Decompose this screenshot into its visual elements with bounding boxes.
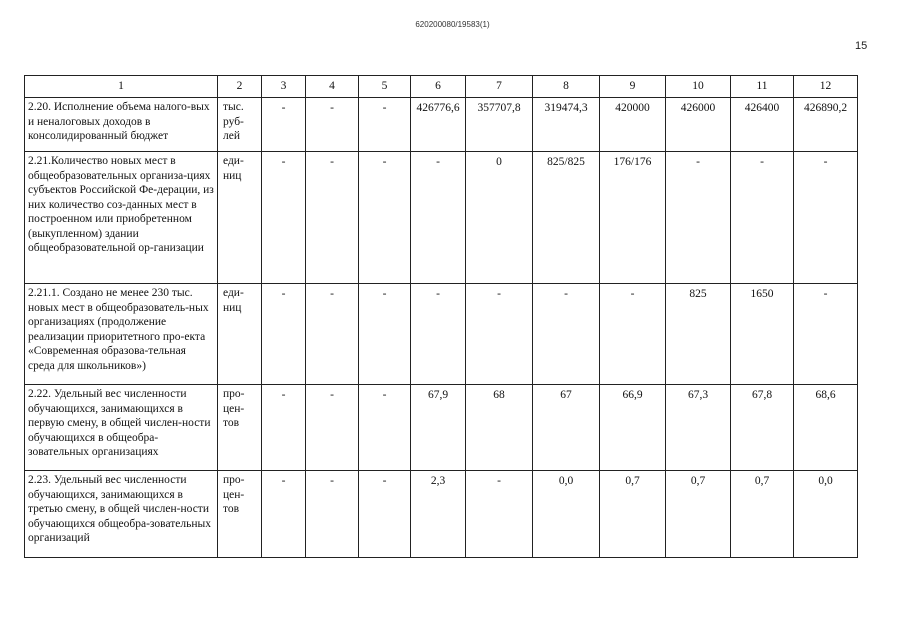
value-cell: 0 xyxy=(466,152,533,284)
value-cell: - xyxy=(306,152,359,284)
column-header: 3 xyxy=(262,76,306,98)
document-id: 620200080/19583(1) xyxy=(415,20,490,29)
column-header: 10 xyxy=(666,76,731,98)
column-header: 12 xyxy=(794,76,858,98)
value-cell: 357707,8 xyxy=(466,98,533,152)
value-cell: - xyxy=(666,152,731,284)
value-cell: - xyxy=(359,284,411,385)
value-cell: 825 xyxy=(666,284,731,385)
unit-cell: про-цен-тов xyxy=(218,385,262,471)
value-cell: 0,7 xyxy=(600,471,666,558)
value-cell: 319474,3 xyxy=(533,98,600,152)
value-cell: 426890,2 xyxy=(794,98,858,152)
value-cell: 67 xyxy=(533,385,600,471)
value-cell: - xyxy=(411,152,466,284)
value-cell: - xyxy=(262,385,306,471)
value-cell: - xyxy=(466,471,533,558)
value-cell: 0,0 xyxy=(794,471,858,558)
indicator-cell: 2.23. Удельный вес численности обучающихся, занимающихся в третью смену, в общей числен-ности обучающихся общеобра-зовательных организаций xyxy=(25,471,218,558)
value-cell: 0,0 xyxy=(533,471,600,558)
value-cell: - xyxy=(794,152,858,284)
value-cell: - xyxy=(359,471,411,558)
value-cell: 1650 xyxy=(731,284,794,385)
indicator-cell: 2.20. Исполнение объема налого-вых и неналоговых доходов в консолидированный бюджет xyxy=(25,98,218,152)
value-cell: 68,6 xyxy=(794,385,858,471)
indicator-cell: 2.21.1. Создано не менее 230 тыс. новых мест в общеобразователь-ных организациях (продолжение реализации приоритетного про-екта «Современная образова-тельная среда для школьников») xyxy=(25,284,218,385)
value-cell: 68 xyxy=(466,385,533,471)
value-cell: - xyxy=(262,284,306,385)
value-cell: - xyxy=(262,471,306,558)
table-row xyxy=(25,471,858,558)
table-row xyxy=(25,385,858,471)
column-header: 11 xyxy=(731,76,794,98)
value-cell: - xyxy=(262,152,306,284)
value-cell: 176/176 xyxy=(600,152,666,284)
unit-cell: еди-ниц xyxy=(218,152,262,284)
column-header: 1 xyxy=(25,76,218,98)
value-cell: - xyxy=(306,98,359,152)
value-cell: - xyxy=(411,284,466,385)
unit-cell: еди-ниц xyxy=(218,284,262,385)
value-cell: - xyxy=(359,385,411,471)
indicators-table xyxy=(24,75,858,558)
value-cell: - xyxy=(306,284,359,385)
column-header: 4 xyxy=(306,76,359,98)
value-cell: - xyxy=(794,284,858,385)
value-cell: 426400 xyxy=(731,98,794,152)
value-cell: - xyxy=(533,284,600,385)
column-header: 8 xyxy=(533,76,600,98)
value-cell: - xyxy=(731,152,794,284)
column-header: 6 xyxy=(411,76,466,98)
unit-cell: тыс. руб-лей xyxy=(218,98,262,152)
value-cell: 66,9 xyxy=(600,385,666,471)
value-cell: - xyxy=(359,98,411,152)
value-cell: 825/825 xyxy=(533,152,600,284)
table-row xyxy=(25,152,858,284)
column-header: 2 xyxy=(218,76,262,98)
value-cell: 420000 xyxy=(600,98,666,152)
page-number: 15 xyxy=(855,40,868,52)
column-header: 9 xyxy=(600,76,666,98)
value-cell: - xyxy=(306,471,359,558)
value-cell: 2,3 xyxy=(411,471,466,558)
value-cell: - xyxy=(466,284,533,385)
column-header: 7 xyxy=(466,76,533,98)
value-cell: - xyxy=(600,284,666,385)
value-cell: 67,3 xyxy=(666,385,731,471)
value-cell: 0,7 xyxy=(731,471,794,558)
value-cell: 426776,6 xyxy=(411,98,466,152)
table-row xyxy=(25,284,858,385)
unit-cell: про-цен-тов xyxy=(218,471,262,558)
table-header-row xyxy=(25,76,858,98)
value-cell: 67,9 xyxy=(411,385,466,471)
value-cell: - xyxy=(359,152,411,284)
value-cell: - xyxy=(262,98,306,152)
column-header: 5 xyxy=(359,76,411,98)
value-cell: - xyxy=(306,385,359,471)
value-cell: 0,7 xyxy=(666,471,731,558)
indicator-cell: 2.21.Количество новых мест в общеобразовательных организа-циях субъектов Российской Фе-дерации, из них количество соз-данных мест в построенном или приобретенном (выкупленном) здании общеобразовательной ор-ганизации xyxy=(25,152,218,284)
value-cell: 426000 xyxy=(666,98,731,152)
indicator-cell: 2.22. Удельный вес численности обучающихся, занимающихся в первую смену, в общей числен-ности обучающихся в общеобра-зовательных организациях xyxy=(25,385,218,471)
table-row xyxy=(25,98,858,152)
value-cell: 67,8 xyxy=(731,385,794,471)
